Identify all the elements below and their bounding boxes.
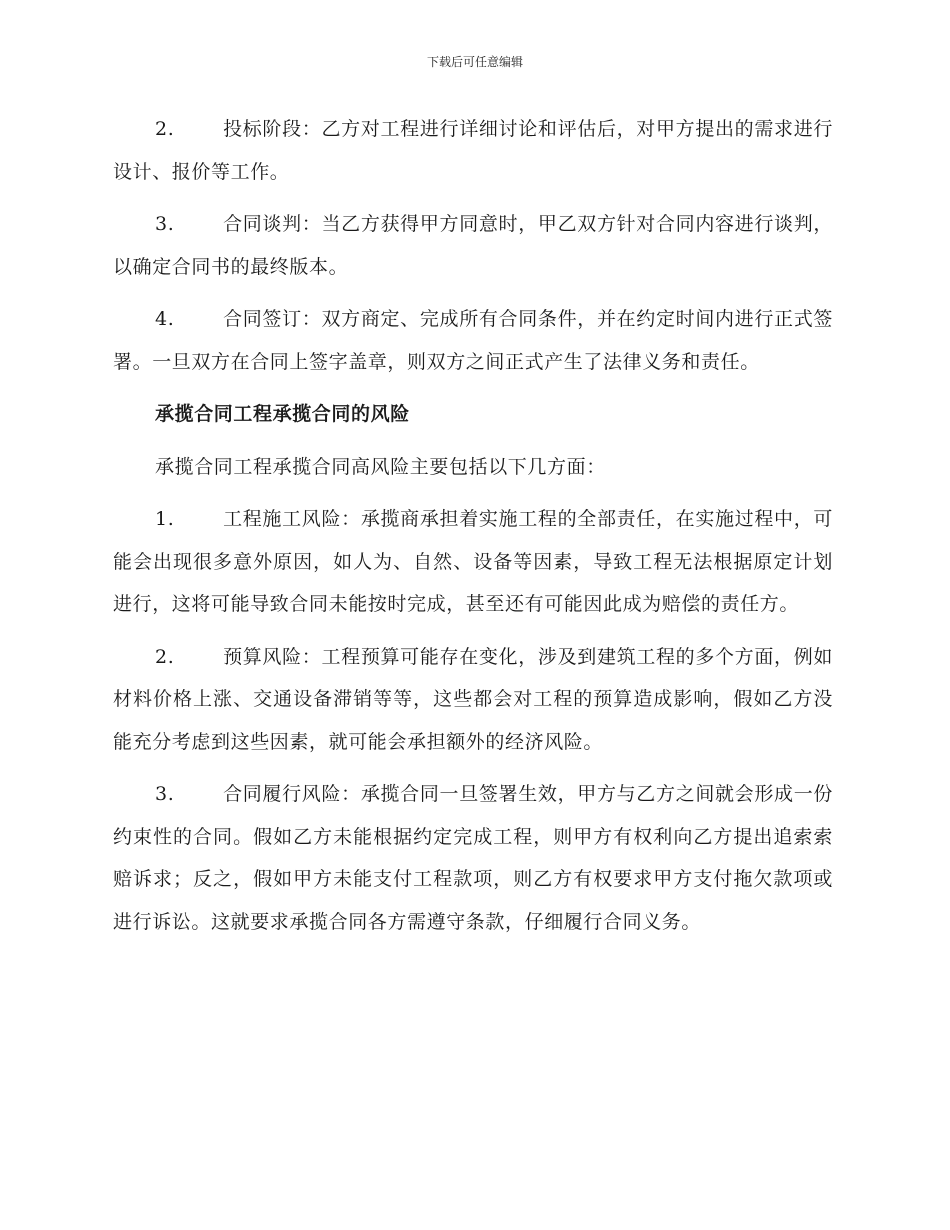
page-header: 下载后可任意编辑 [426,55,523,69]
document-body [113,108,833,953]
item-number: 2. [155,645,175,668]
item-text: 投标阶段：乙方对工程进行详细讨论和评估后，对甲方提出的需求进行设计、报价等工作。 [113,118,833,183]
list-item [113,636,833,764]
item-number: 4. [155,308,175,330]
section-intro: 承揽合同工程承揽合同高风险主要包括以下几方面： [155,455,606,478]
list-item [113,498,833,626]
list-item [113,773,833,943]
item-text: 工程施工风险：承揽商承担着实施工程的全部责任，在实施过程中，可能会出现很多意外原因，如人为、自然、设备等因素，导致工程无法根据原定计划进行，这将可能导致合同未能按时完成，甚至还有可能因此成为赔偿的责任方。 [113,508,833,615]
list-item [113,298,833,383]
item-text: 合同谈判：当乙方获得甲方同意时，甲乙双方针对合同内容进行谈判，以确定合同书的最终版本。 [113,213,833,278]
item-text: 预算风险：工程预算可能存在变化，涉及到建筑工程的多个方面，例如材料价格上涨、交通设备滞销等等，这些都会对工程的预算造成影响，假如乙方没能充分考虑到这些因素，就可能会承担额外的经济风险。 [113,645,833,753]
item-text: 合同履行风险：承揽合同一旦签署生效，甲方与乙方之间就会形成一份约束性的合同。假如乙方未能根据约定完成工程，则甲方有权利向乙方提出追索索赔诉求；反之，假如甲方未能支付工程款项，则乙方有权要求甲方支付拖欠款项或进行诉讼。这就要求承揽合同各方需遵守条款，仔细履行合同义务。 [113,783,833,933]
list-item [113,108,833,193]
item-number: 3. [155,783,175,805]
item-number: 2. [155,118,175,140]
item-number: 3. [155,213,175,235]
list-item [113,203,833,288]
section-heading: 承揽合同工程承揽合同的风险 [155,403,410,425]
item-text: 合同签订：双方商定、完成所有合同条件，并在约定时间内进行正式签署。一旦双方在合同上签字盖章，则双方之间正式产生了法律义务和责任。 [113,308,833,373]
item-number: 1. [155,508,175,530]
